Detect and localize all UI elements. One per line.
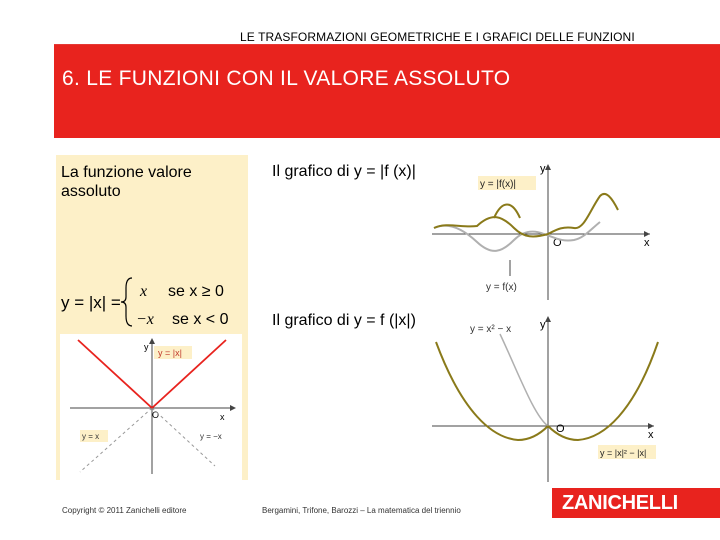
x-axis-label: x xyxy=(644,237,650,249)
formula-brace xyxy=(121,278,132,326)
label-abs: y = |f(x)| xyxy=(480,179,517,190)
label-f: y = f(x) xyxy=(486,282,517,293)
y-axis-label: y xyxy=(540,163,546,175)
y-axis-label: y xyxy=(144,342,149,352)
label-f: y = x² − x xyxy=(470,324,512,335)
label-abs: y = |x| xyxy=(158,348,182,358)
graph-abs-f xyxy=(422,160,662,305)
y-axis-arrow xyxy=(545,164,551,170)
formula-lhs: y = |x| = xyxy=(61,293,121,312)
label-pos: y = x xyxy=(82,432,100,441)
curve-abs-left xyxy=(436,342,548,440)
origin-label: O xyxy=(556,423,565,435)
formula-case1-cond: se x ≥ 0 xyxy=(168,283,224,300)
abs-definition-formula xyxy=(56,270,248,334)
publisher-logo: ZANICHELLI xyxy=(552,488,720,518)
y-axis-arrow xyxy=(545,316,551,322)
side-heading: La funzione valore assoluto xyxy=(61,164,192,200)
formula-case1-value: x xyxy=(140,283,148,300)
formula-case2-cond: se x < 0 xyxy=(172,311,229,328)
origin-label: O xyxy=(152,410,160,420)
origin-label: O xyxy=(553,237,562,249)
label-graph-abs-f: Il grafico di y = |f (x)| xyxy=(272,163,416,180)
y-axis-label: y xyxy=(540,319,546,331)
x-axis-label: x xyxy=(648,429,654,441)
header-title: LE TRASFORMAZIONI GEOMETRICHE E I GRAFICI DELLE FUNZIONI xyxy=(240,30,635,44)
x-axis-label: x xyxy=(220,412,225,422)
abs-value-graph xyxy=(60,334,242,480)
footer-authors: Bergamini, Trifone, Barozzi – La matematica del triennio xyxy=(262,506,461,515)
formula-case2-value: −x xyxy=(136,311,154,328)
graph-f-abs-x xyxy=(422,312,662,484)
slide-title: 6. LE FUNZIONI CON IL VALORE ASSOLUTO xyxy=(62,67,511,90)
title-banner xyxy=(54,45,720,138)
footer-copyright: Copyright © 2011 Zanichelli editore xyxy=(62,506,187,515)
label-graph-f-abs: Il grafico di y = f (|x|) xyxy=(272,312,416,329)
label-abs: y = |x|² − |x| xyxy=(600,448,647,458)
curve-f-left xyxy=(500,334,548,426)
label-neg: y = −x xyxy=(200,432,222,441)
curve-abs-f-hump xyxy=(494,205,520,219)
